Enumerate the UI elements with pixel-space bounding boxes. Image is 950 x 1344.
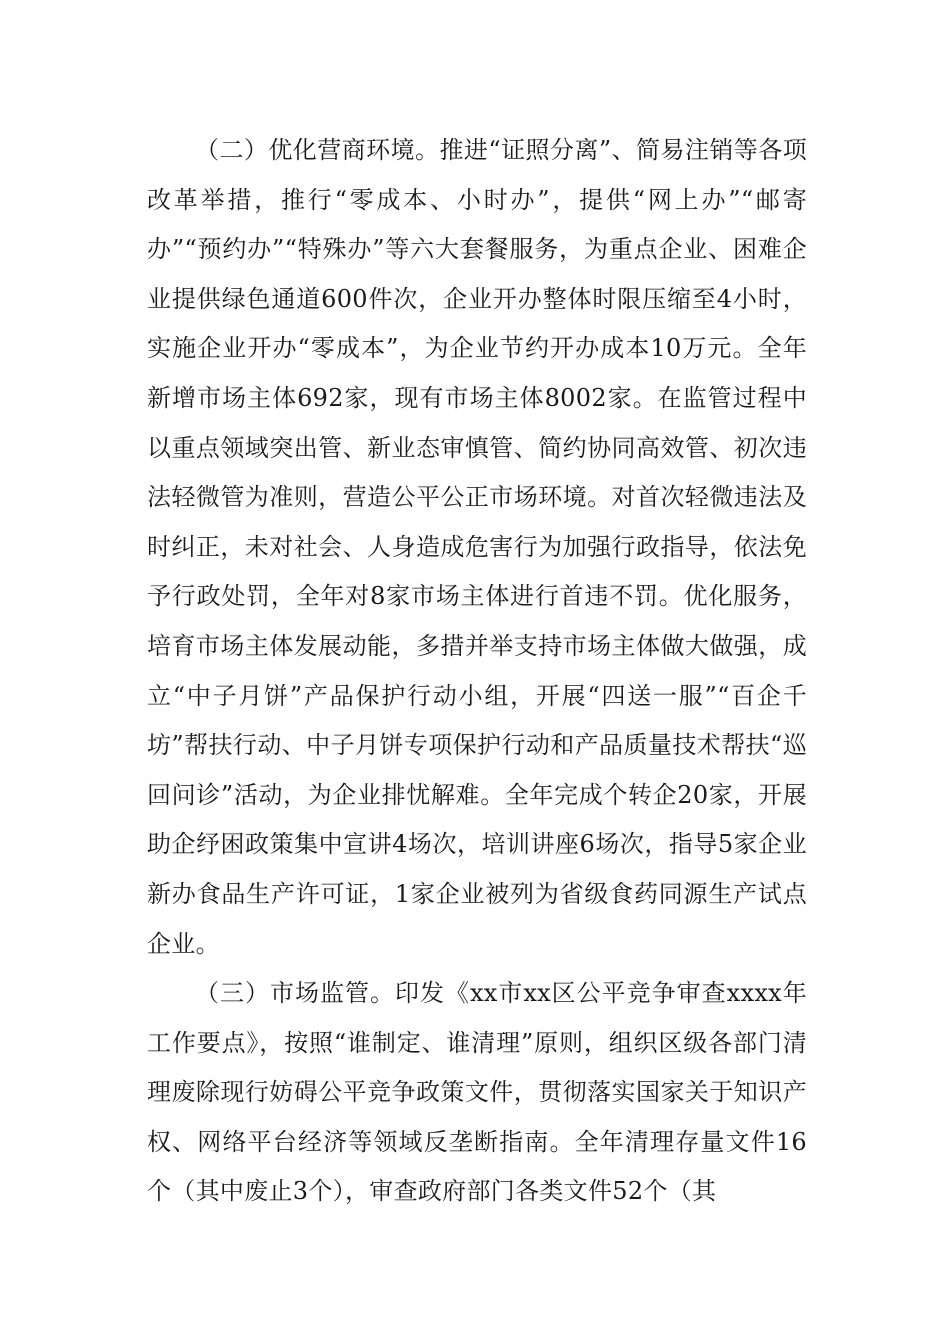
paragraph-business-environment: （二）优化营商环境。推进“证照分离”、简易注销等各项改革举措，推行“零成本、小时办”，提供“网上办”“邮寄办”“预约办”“特殊办”等六大套餐服务，为重点企业、困难企业提供绿色通道600件次，企业开办整体时限压缩至4小时，实施企业开办“零成本”，为企业节约开办成本10万元。全年新增市场主体692家，现有市场主体8002家。在监管过程中以重点领域突出管、新业态审慎管、简约协同高效管、初次违法轻微管为准则，营造公平公正市场环境。对首次轻微违法及时纠正，未对社会、人身造成危害行为加强行政指导，依法免予行政处罚，全年对8家市场主体进行首违不罚。优化服务，培育市场主体发展动能，多措并举支持市场主体做大做强，成立“中子月饼”产品保护行动小组，开展“四送一服”“百企千坊”帮扶行动、中子月饼专项保护行动和产品质量技术帮扶“巡回问诊”活动，为企业排忧解难。全年完成个转企20家，开展助企纾困政策集中宣讲4场次，培训讲座6场次，指导5家企业新办食品生产许可证，1家企业被列为省级食药同源生产试点企业。 [147, 136, 807, 958]
paragraph-market-supervision: （三）市场监管。印发《xx市xx区公平竞争审查xxxx年工作要点》，按照“谁制定、谁清理”原则，组织区级各部门清理废除现行妨碍公平竞争政策文件，贯彻落实国家关于知识产权、网络平台经济等领域反垄断指南。全年清理存量文件16个（其中废止3个），审查政府部门各类文件52个（其 [147, 979, 807, 1206]
